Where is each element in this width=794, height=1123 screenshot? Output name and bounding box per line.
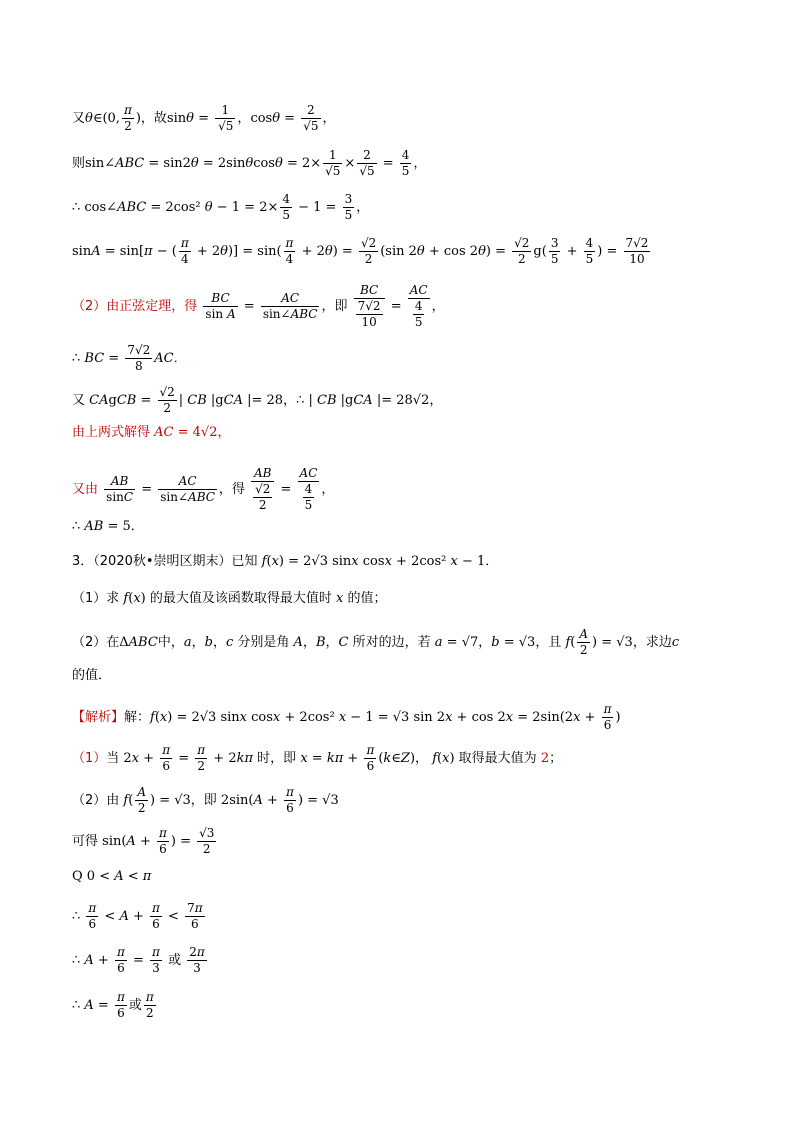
line-22: ∴ A = $\frac{\pi}{6}$ 或 $\frac{\pi}{2}$ [72,990,154,1020]
line-7: 又 CAgCB = $\frac{√2}{2}$ | CB |gCA |= 28，∴ | CB |gCA |= 28√2， [72,385,443,415]
line-12: （1）求 f(x) 的最大值及该函数取得最大值时 x 的值； [72,591,387,606]
line-10: ∴ AB = 5． [72,519,144,534]
line-15: 【解析】解：f(x) = 2√3 sinx cosx + 2cos² x − 1 = √3 sin 2x + cos 2x = 2sin(2x + $\frac{\pi}{6}$ ) [72,702,621,732]
line-11: 3．（2020秋•崇明区期末）已知 f(x) = 2√3 sinx cosx + 2cos² x − 1． [72,554,499,569]
line-14: 的值． [72,668,112,683]
line-8: 由上两式解得 AC = 4√2， [72,425,231,440]
line-5: （2）由正弦定理，得 $\frac{BC}{\text{sin A}}$ = $\frac{AC}{\text{sin∠ABC}}$ ，即 $\frac{BC}{\frac{7√2}{10}}$ = $\frac{AC}{\frac{4}{5}}$ ， [72,283,445,329]
line-19: Q 0 < A < π [72,869,152,884]
line-20: ∴ $\frac{\pi}{6}$ < A + $\frac{\pi}{6}$ < $\frac{7\pi}{6}$ [72,901,203,931]
line-1: 又θ∈(0, $\frac{\pi}{2}$ )，故sinθ = $\frac{1}{√5}$ ，cosθ = $\frac{2}{√5}$ ， [72,103,336,133]
line-3: ∴ cos∠ABC = 2cos² θ − 1 = 2× $\frac{4}{5}$ − 1 = $\frac{3}{5}$ ， [72,192,370,222]
line-2: 则sin∠ABC = sin2θ = 2sinθcosθ = 2× $\frac{1}{√5}$ × $\frac{2}{√5}$ = $\frac{4}{5}$ ， [72,148,427,178]
line-9: 又由 $\frac{AB}{\sin C}$ = $\frac{AC}{\text{sin∠ABC}}$ ，得 $\frac{AB}{\frac{√2}{2}}$ = $\frac{AC}{\frac{4}{5}}$ ， [72,466,335,512]
line-16: （1）当 2x + $\frac{\pi}{6}$ = $\frac{\pi}{2}$ + 2kπ 时，即 x = kπ + $\frac{\pi}{6}$ (k∈Z)， f(x) 取得最大值为 2； [72,743,563,773]
line-4: sinA = sin[π − ( $\frac{\pi}{4}$ + 2θ)] = sin( $\frac{\pi}{4}$ + 2θ) = $\frac{√2}{2}$ (sin 2θ + cos 2θ) = $\frac{√2}{2}$ g( $\frac{3}{5}$ + $\frac{4}{5}$ ) = $\frac{7√2}{10}$ [72,236,649,266]
line-18: 可得 sin(A + $\frac{\pi}{6}$ ) = $\frac{√3}{2}$ [72,826,215,856]
line-21: ∴ A + $\frac{\pi}{6}$ = $\frac{\pi}{3}$ 或 $\frac{2\pi}{3}$ [72,945,205,975]
line-13: （2）在ΔABC中，a，b，c 分别是角 A，B，C 所对的边，若 a = √7，b = √3，且 f( $\frac{A}{2}$ ) = √3，求边c [72,627,680,657]
line-6: ∴ BC = $\frac{7√2}{8}$ AC． [72,343,187,373]
line-17: （2）由 f( $\frac{A}{2}$ ) = √3，即 2sin(A + $\frac{\pi}{6}$ ) = √3 [72,785,339,815]
